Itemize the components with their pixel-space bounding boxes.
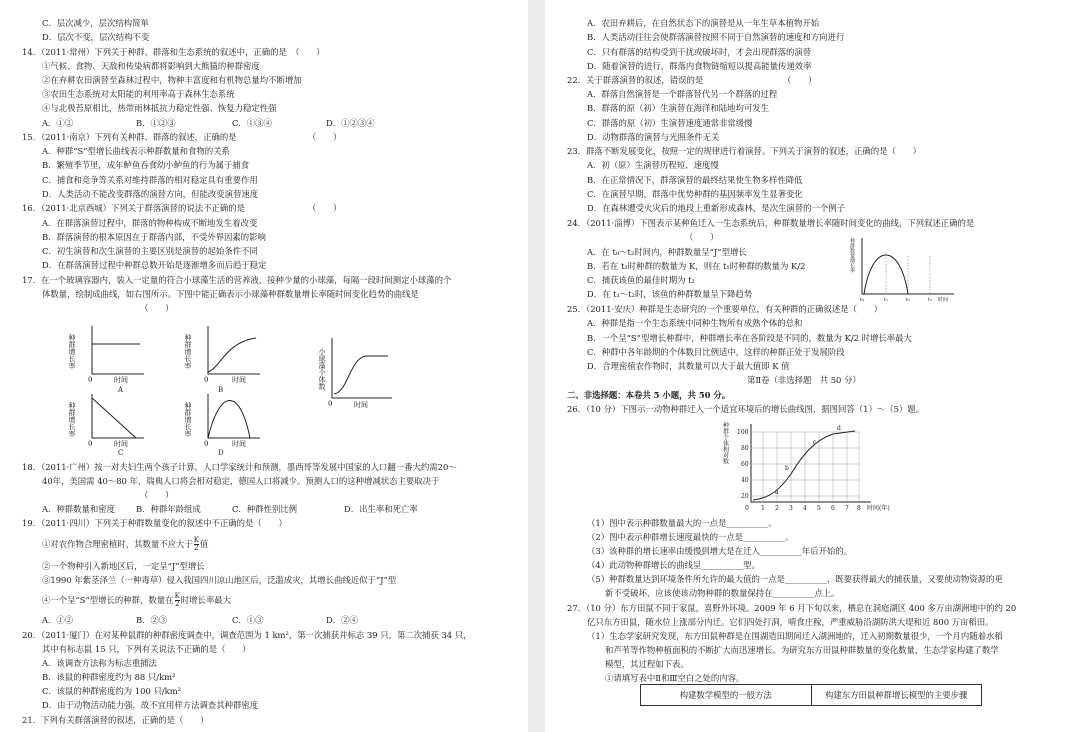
q26-x-tick-5: 5: [817, 505, 821, 512]
q24-option-d: D．在 t₁～t₂时，该鱼的种群数量呈下降趋势: [587, 289, 753, 299]
q17-graph-d-axes: [208, 394, 260, 438]
q14-option-d: D．①②③④: [326, 118, 375, 128]
q17-graph-c-axes: [92, 394, 144, 438]
q15-option-c: C．捕食和竞争等关系对维持群落的相对稳定具有重要作用: [42, 175, 258, 185]
q17-graph-a-axes: [92, 326, 144, 374]
q17-reference-curve: [334, 356, 388, 394]
q26-graph-ylabel: 种群个体相对数: [721, 422, 729, 464]
q26-point-a: a: [775, 489, 779, 496]
q17-graph-b-axes: [208, 326, 260, 374]
q14-item-3: ③农田生态系统对太阳能的利用率高于森林生态系统: [42, 89, 235, 99]
q16-option-a: A．在群落演替过程中，群落的物种构成不断地发生着改变: [42, 218, 258, 228]
q25-option-c: C．种群中各年龄期的个体数目比例适中，这样的种群正处于发展阶段: [587, 347, 845, 357]
q14-option-b: B．①②③: [136, 118, 176, 128]
q22-option-a: A．群落自然演替是一个群落替代另一个群落的过程: [587, 89, 778, 99]
q26-stem: 26．（10 分）下图示一动物种群迁入一个适宜环境后的增长曲线图，据图回答（1）～（5）题。: [567, 404, 925, 414]
q25-stem: 25．（2011·安庆）种群是生态研究的一个重要单位，有关种群的正确叙述是（ ）: [567, 304, 883, 314]
q23-stem: 23．群落不断发展变化，按照一定的规律进行着演替。下列关于演替的叙述，正确的是（ ）: [567, 146, 922, 156]
q19-stem: 19．（2011·四川）下列关于种群数量变化的叙述中不正确的是（ ）: [22, 518, 287, 528]
q18-stem-line2: 40年，美国需 40～80 年，瑞典人口将会相对稳定，德国人口将减少。预测人口的这种增减状态主要取决于: [42, 476, 440, 486]
q17-graph-c-label: C: [118, 449, 124, 457]
section-2-heading: 二、非选择题：本卷共 5 小题，共 50 分。: [567, 390, 731, 400]
q17-graph-d: [184, 394, 260, 457]
q19-option-b: B．②③: [136, 615, 168, 625]
q26-x-tick-8: 8: [857, 505, 861, 512]
q19-option-c: C．①③: [232, 615, 264, 625]
q21-option-c: C．只有群落的结构受到干扰或破坏时，才会出现群落的演替: [587, 47, 812, 57]
q26-sub-5-line2: 新不受破坏，应该使该动物种群的数量保持在__________点上。: [605, 588, 840, 598]
q17-graph-d-curve: [208, 401, 250, 439]
right-page: [545, 0, 1073, 732]
q26-graph-axes: [751, 424, 871, 502]
q18-answer-bracket: （ ）: [140, 490, 174, 500]
q23-option-a: A．初（原）生演替历程短、速度慢: [587, 160, 719, 170]
section-2-title: 第Ⅱ卷（非选择题 共 50 分）: [747, 375, 861, 385]
q20-stem-line2: 其中有标志鼠 15 只，下列有关说法不正确的是（ ）: [42, 644, 251, 654]
q17-graph-a-label: A: [118, 386, 124, 394]
q20-option-d: D．由于动物活动能力强，故不宜用样方法调查其种群密度: [42, 700, 259, 710]
q17-graph-a: [68, 326, 144, 394]
q16-option-d: D．在群落演替过程中种群总数开始是逐渐增多而后趋于稳定: [42, 260, 267, 270]
q20-stem-line1: 20．（2011·厦门）在对某种鼠群的种群密度调查中，调查范围为 1 km²，第一次捕获并标志 39 只，第二次捕获 34 只，: [22, 630, 472, 640]
q26-sub-3: （3）该种群的增长速率由缓慢到增大是在迁入__________年后开始的。: [587, 546, 852, 556]
q24-answer-bracket: （ ）: [685, 232, 719, 242]
q26-sub-1: （1）图中表示种群数量最大的一点是__________。: [587, 518, 777, 528]
q23-option-d: D．在森林遭受火灾后的地段上重新形成森林，是次生演替的一个例子: [587, 203, 845, 213]
q22-stem: 22．关于群落演替的叙述，错误的是 （ ）: [567, 75, 817, 85]
q27-sub-1-line1: （1）生态学家研究发现，东方田鼠种群是在围湖造田期间迁入湖洲地的，迁入初期数量很少，一个月内随着水稻: [587, 631, 1003, 641]
q26-graph: [723, 418, 903, 514]
q14-item-1: ①气候、食物、天敌和传染病都将影响到大熊猫的种群密度: [42, 61, 260, 71]
q20-option-b: B．该鼠的种群密度约为 88 只/km²: [42, 672, 176, 682]
q17-graph-c-xlabel: 时间: [114, 440, 128, 448]
q26-y-tick-20: 20: [741, 493, 749, 500]
q17-graph-b-curve: [208, 338, 256, 372]
q19-item-3: ③1990 年紫茎泽兰（一种毒草）侵入我国四川凉山地区后，泛滥成灾，其增长曲线近似于“J”型: [42, 575, 397, 585]
q15-option-d: D．人类活动不能改变群落的演替方向，但能改变演替速度: [42, 189, 259, 199]
q17-graph-d-xlabel: 时间: [232, 440, 246, 448]
q24-option-b: B．若在 t₂时种群的数量为 K，则在 t₁时种群的数量为 K/2: [587, 261, 806, 271]
q17-graph-b-origin: 0: [204, 376, 209, 384]
q20-option-a: A．该调查方法称为标志重捕法: [42, 658, 157, 668]
q19-item-4: [42, 593, 231, 608]
q27-sub-1-line2: 和芦苇等作物种植面积的不断扩大而迅速增长。为研究东方田鼠种群数量的变化数量，生态学家构建了数学: [605, 645, 999, 655]
q27-table-header-general-method: 构建数学模型的一般方法: [641, 685, 812, 705]
q17-answer-bracket: （ ）: [140, 303, 174, 313]
q19-item-2: ②一个物种引入新地区后，一定呈“J”型增长: [42, 561, 205, 571]
q26-y-tick-60: 60: [741, 461, 749, 468]
q24-graph-xlabel: 时间: [938, 297, 949, 303]
q15-option-b: B．繁殖季节里，成年鲈鱼吞食幼小鲈鱼的行为属于捕食: [42, 160, 250, 170]
fraction-k-over-2: [194, 537, 199, 552]
fraction-k-over-2: [175, 593, 180, 608]
q27-stem-line1: 27．（10 分）东方田鼠不同于家鼠，喜野外环境。2009 年 6 月下旬以来，栖息在洞庭湖区 400 多万亩湖洲地中的约 20: [567, 603, 1017, 613]
q17-graph-b-label: B: [218, 386, 224, 394]
q17-graph-b-ylabel: 种群增长率: [184, 334, 192, 369]
fraction-numerator: K: [193, 536, 199, 544]
q26-y-tick-40: 40: [741, 477, 749, 484]
q19-option-d: D．②④: [326, 615, 358, 625]
q24-graph-ylabel: 种群数量增长率: [849, 238, 855, 273]
q17-graph-a-origin: 0: [88, 376, 93, 384]
q26-sub-5-line1: （5）种群数量达到环境条件所允许的最大值的一点是__________，既要获得最大的捕获量，又要使动物资源的更: [587, 574, 1003, 584]
q26-x-tick-6: 6: [831, 505, 835, 512]
q21-option-b: B．人类活动往往会使群落演替按照不同于自然演替的速度和方向进行: [587, 32, 845, 42]
q26-point-b: b: [785, 465, 789, 472]
q27-table-header-vole-model-steps: 构建东方田鼠种群增长模型的主要步骤: [825, 690, 968, 700]
q26-sub-2: （2）图中表示种群增长速度最快的一点是__________。: [587, 532, 794, 542]
q19-item-1-suffix: 值: [199, 539, 209, 549]
q19-item-1: [42, 537, 208, 552]
q18-option-d: D．出生率和死亡率: [344, 504, 418, 514]
q14-option-a: A．①②: [42, 118, 74, 128]
q26-x-tick-3: 3: [789, 505, 793, 512]
q24-tick-t1: t₁: [884, 297, 889, 303]
q27-stem-line2: 亿只东方田鼠，随水位上涨部分内迁。它们四处打洞，啃食庄稼，严重威胁沿湖防洪大堤和近 800 万亩稻田。: [587, 617, 994, 627]
q22-option-b: B．群落的原（初）生演替在海洋和陆地均可发生: [587, 103, 770, 113]
q18-option-b: B．种群年龄组成: [136, 504, 201, 514]
q24-tick-t2: t₂: [906, 297, 911, 303]
q14-item-4: ④与北极苔原相比，热带雨林抵抗力稳定性强、恢复力稳定性强: [42, 103, 277, 113]
left-page: [0, 0, 528, 732]
q17-graphs: [70, 318, 400, 456]
q22-option-c: C．群落的原（初）生演替速度通常非常缓慢: [587, 118, 753, 128]
q18-stem-line1: 18．（2011·广州）按一对夫妇生两个孩子计算，人口学家统计和预测，墨西哥等发展中国家的人口翻一番大约需20～: [22, 462, 457, 472]
q14-stem: 14．（2011·常州）下列关于种群、群落和生态系统的叙述中，正确的是 （ ）: [22, 47, 325, 57]
fraction-denominator: 2: [174, 600, 180, 608]
q26-graph-grid: [751, 432, 859, 502]
q16-stem: 16．（2011·北京西城）下列关于群落演替的说法不正确的是 （ ）: [22, 203, 342, 213]
q26-x-tick-7: 7: [845, 505, 849, 512]
q19-item-4-text: ④一个呈“S”型增长的种群，数量在: [42, 595, 174, 605]
q26-origin: 0: [745, 505, 749, 512]
q26-point-c: c: [813, 439, 817, 446]
q17-graph-c-curve: [92, 398, 136, 438]
q17-reference-ylabel: 小球藻个体数: [318, 348, 326, 390]
q27-model-table: [640, 684, 982, 706]
q18-option-a: A．种群数量和密度: [42, 504, 116, 514]
q26-x-tick-1: 1: [761, 505, 765, 512]
q15-stem: 15．（2011·南京）下列有关种群、群落的叙述，正确的是 （ ）: [22, 132, 342, 142]
q26-x-tick-4: 4: [803, 505, 807, 512]
q17-reference-graph: [318, 338, 393, 409]
q24-option-a: A．在 t₀～t₂时间内，种群数量呈“J”型增长: [587, 247, 747, 257]
q24-graph-guides: [886, 252, 930, 294]
q26-point-d: d: [837, 425, 841, 432]
q15-option-a: A．种群“S”型增长曲线表示种群数量和食物的关系: [42, 146, 230, 156]
q17-graph-d-label: D: [218, 449, 224, 457]
q14-option-c: C．①③④: [232, 118, 272, 128]
q20-option-c: C．该鼠的种群密度约为 100 只/km²: [42, 686, 182, 696]
q19-option-a: A．①②: [42, 615, 74, 625]
q26-graph-curve: [753, 431, 855, 500]
q17-graph-a-ylabel: 种群增长率: [68, 334, 76, 369]
q17-reference-origin: 0: [328, 400, 333, 408]
q17-graph-d-ylabel: 种群增长率: [184, 402, 192, 437]
q14-item-2: ②在弃耕农田演替至森林过程中，物种丰富度和有机物总量均不断增加: [42, 75, 302, 85]
q24-stem: 24．（2011·淄博）下图表示某种鱼迁入一生态系统后，种群数量增长率随时间变化的曲线，下列叙述正确的是: [567, 218, 975, 228]
q24-tick-t0: t₀: [860, 297, 865, 303]
q26-y-tick-80: 80: [741, 445, 749, 452]
q26-y-tick-100: 100: [737, 429, 749, 436]
q25-option-a: A．种群是指一个生态系统中同种生物所有成熟个体的总和: [587, 318, 803, 328]
q24-graph: [850, 234, 955, 304]
q13-option-c: C．层次减少，层次结构简单: [42, 18, 149, 28]
q17-stem-line1: 17．在一个玻璃容器内，装入一定量的符合小球藻生活的营养液，接种少量的小球藻，每隔一段时间测定小球藻的个: [22, 275, 452, 285]
fraction-denominator: 2: [194, 544, 199, 552]
q25-option-b: B．一个呈“S”型增长种群中，种群增长率在各阶段是不同的，数量为 K/2 时增长率最大: [587, 333, 912, 343]
q17-graph-d-origin: 0: [204, 440, 209, 448]
q21-option-d: D．随着演替的进行，群落内食物链缩短以提高能量传递效率: [587, 61, 812, 71]
page-gutter: [528, 0, 545, 732]
q23-option-c: C．在演替早期，群落中优势种群的基因频率发生显著变化: [587, 189, 803, 199]
q16-option-b: B．群落演替的根本原因在于群落内部，不受外界因素的影响: [42, 232, 266, 242]
q27-sub-1-line3: 模型，其过程如下表。: [605, 659, 689, 669]
q25-option-d: D．合理密植农作物时，其数量可以大于最大值即 K 值: [587, 361, 790, 371]
q24-option-c: C．捕获该鱼的最佳时期为 t₂: [587, 275, 695, 285]
q17-graph-c-ylabel: 种群增长率: [68, 402, 76, 437]
q18-option-c: C．种群性别比例: [232, 504, 298, 514]
q17-graph-b: [184, 326, 260, 394]
q23-option-b: B．在正常情况下，群落演替的最终结果使生物多样性降低: [587, 175, 803, 185]
q21-stem: 21．下列有关群落演替的叙述，正确的是（ ）: [22, 715, 209, 725]
q17-reference-xlabel: 时间: [354, 401, 368, 409]
q26-graph-xlabel: 时间(年): [867, 505, 890, 512]
q13-option-d: D．层次不变，层次结构不变: [42, 32, 150, 42]
q16-option-c: C．初生演替和次生演替的主要区别是演替的起始条件不同: [42, 246, 258, 256]
q17-stem-line2: 体数量，绘制成曲线，如右图所示。下图中能正确表示小球藻种群数量增长率随时间变化趋势的曲线是: [42, 289, 419, 299]
fraction-numerator: K: [174, 592, 180, 600]
q27-sub-1-instruction: ①请填写表中Ⅱ和Ⅲ空白之处的内容。: [605, 673, 745, 683]
q17-graph-c: [68, 394, 144, 457]
q26-x-tick-2: 2: [775, 505, 779, 512]
q17-graph-b-xlabel: 时间: [232, 376, 246, 384]
q21-option-a: A．农田弃耕后，在自然状态下的演替是从一年生草本植物开始: [587, 18, 820, 28]
q19-item-4-suffix: 时增长率最大: [180, 595, 232, 605]
q17-graph-c-origin: 0: [88, 440, 93, 448]
q24-tick-t3: t₃: [928, 297, 933, 303]
q22-option-d: D．动物群落的演替与光照条件无关: [587, 132, 720, 142]
q26-sub-4: （4）此动物种群增长的曲线呈__________型。: [587, 560, 760, 570]
q19-item-1-text: ①对农作物合理密植时，其数量不应大于: [42, 539, 193, 549]
q17-graph-a-xlabel: 时间: [114, 376, 128, 384]
